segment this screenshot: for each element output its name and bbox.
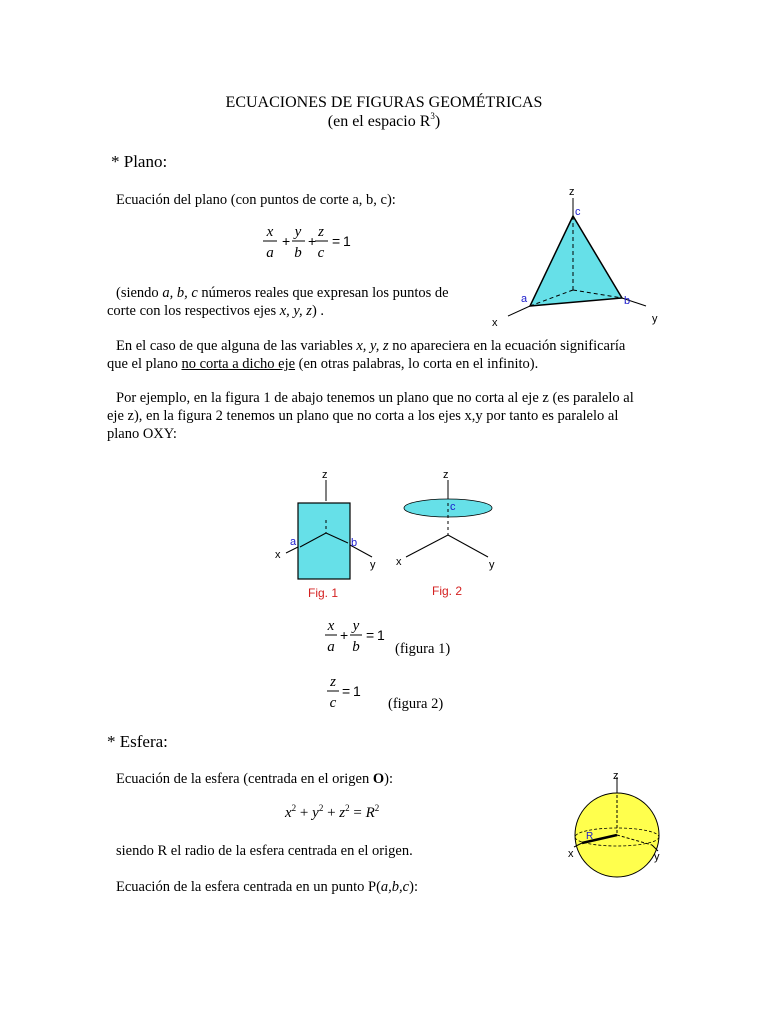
axis-label-x: x [492,317,498,329]
equation-figure-1-label: (figura 1) [395,641,451,657]
esfera-intro: Ecuación de la esfera (centrada en el origen O): [116,771,393,787]
svg-text:b: b [294,245,302,261]
svg-text:=: = [342,683,351,699]
axis-label-y: y [370,559,376,571]
section-heading-esfera: * Esfera: [107,732,168,751]
svg-text:b: b [352,639,360,655]
svg-text:+: + [282,233,291,249]
plano-ejemplo-line1: Por ejemplo, en la figura 1 de abajo tenemos un plano que no corta al eje z (es paralelo al [116,390,634,406]
figure-1 [268,465,388,605]
esfera-punto: Ecuación de la esfera centrada en un punto P(a,b,c): [116,879,418,895]
equation-figure-2 [324,672,374,712]
plano-siendo-line1: (siendo a, b, c números reales que expresan los puntos de [116,285,449,301]
equation-figure-1 [322,616,392,656]
plano-caso-line2: que el plano no corta a dicho eje (en otras palabras, lo corta en el infinito). [107,356,539,372]
svg-text:z: z [318,224,324,240]
axis-label-z: z [443,469,449,481]
point-label-b: b [351,537,358,549]
svg-text:=: = [332,233,341,249]
plane-triangle [530,216,622,306]
svg-text:y: y [352,618,360,634]
axis-label-y: y [489,559,495,571]
plano-ejemplo-line2: eje z), en la figura 2 tenemos un plano que no corta a los ejes x,y por tanto es paralelo al [107,408,619,424]
axis-label-z: z [569,186,575,198]
svg-text:a: a [327,639,335,655]
svg-text:x: x [266,224,274,240]
page-subtitle: (en el espacio $R^3$) [327,111,441,130]
axis-label-y: y [652,313,658,325]
svg-text:c: c [317,245,325,261]
axis-label-x: x [396,556,402,568]
section-heading-plano: * Plano: [111,152,168,171]
plano-caso-line1: En el caso de que alguna de las variables x, y, z no apareciera en la ecuación significaría [116,338,626,354]
point-label-c: c [575,206,581,218]
axis-label-y: y [654,851,660,863]
sphere-equation: $x^2 + y^2 + z^2 = R^2$ [285,803,380,821]
sphere-figure [560,765,670,880]
radius-label: R [586,831,594,842]
svg-text:1: 1 [353,683,361,699]
svg-text:z: z [330,674,336,690]
plano-siendo-line2: corte con los respectivos ejes x, y, z) . [107,303,325,319]
svg-text:1: 1 [343,233,351,249]
svg-text:+: + [340,627,349,643]
point-label-a: a [521,293,528,305]
point-label-a: a [290,536,297,548]
axis-label-x: x [568,848,574,860]
svg-text:y: y [294,224,302,240]
equation-figure-2-label: (figura 2) [388,696,444,712]
point-label-b: b [624,295,631,307]
svg-text:1: 1 [377,627,385,643]
svg-text:a: a [266,245,274,261]
plane-figure [486,180,676,330]
figure-2-caption: Fig. 2 [432,584,463,598]
axis-label-z: z [322,469,328,481]
plano-ejemplo-line3: plano OXY: [107,426,177,442]
svg-text:+: + [308,233,317,249]
svg-text:=: = [366,627,375,643]
plane-equation [258,222,358,262]
figure-1-caption: Fig. 1 [308,586,339,600]
svg-text:x: x [327,618,335,634]
axis-label-z: z [613,770,619,782]
page-title: ECUACIONES DE FIGURAS GEOMÉTRICAS [225,94,543,111]
plano-intro: Ecuación del plano (con puntos de corte a, b, c): [116,192,396,208]
axis-label-x: x [275,549,281,561]
esfera-radio: siendo R el radio de la esfera centrada en el origen. [116,843,413,859]
point-label-c: c [450,501,456,513]
figure-2 [392,465,512,605]
svg-text:c: c [329,695,337,711]
